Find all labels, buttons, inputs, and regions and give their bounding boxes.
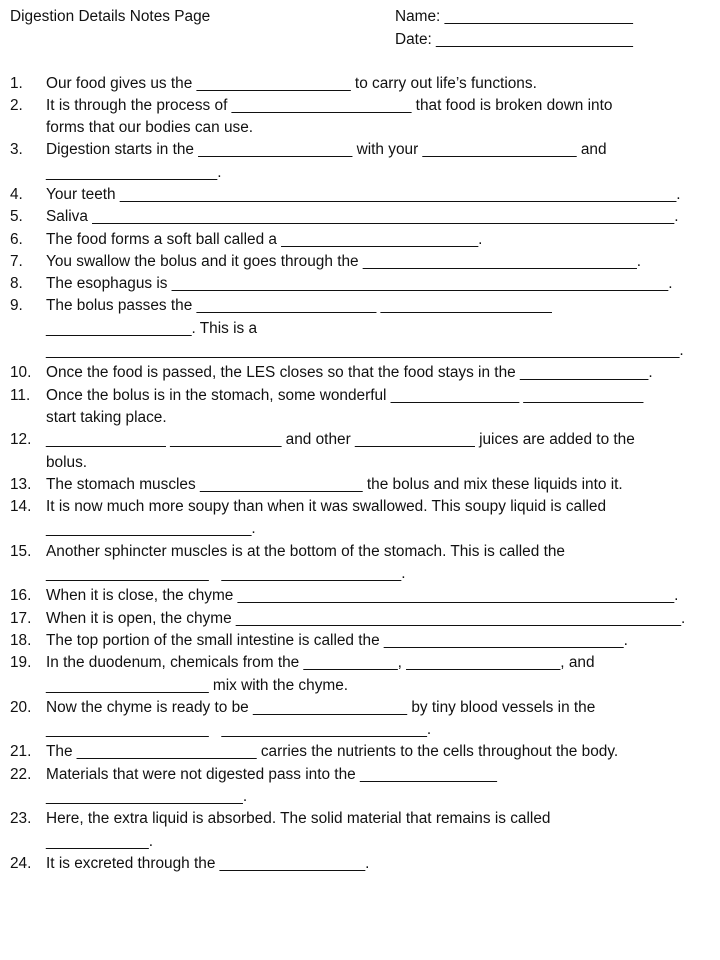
list-item xyxy=(0,139,720,184)
list-item xyxy=(0,630,720,652)
item-number: 20. xyxy=(10,698,32,716)
item-number: 22. xyxy=(10,765,32,783)
item-number: 11. xyxy=(10,386,31,404)
item-number: 19. xyxy=(10,654,32,672)
item-number: 14. xyxy=(10,498,32,516)
list-item xyxy=(0,808,720,853)
item-number: 3. xyxy=(10,141,23,159)
list-item xyxy=(0,385,720,430)
list-item xyxy=(0,362,720,384)
item-number: 7. xyxy=(10,252,23,270)
list-item xyxy=(0,764,720,809)
list-item xyxy=(0,608,720,630)
item-number: 5. xyxy=(10,208,23,226)
item-number: 16. xyxy=(10,587,32,605)
item-text[interactable]: The esophagus is __________________________________________________________. xyxy=(46,275,673,293)
item-text[interactable]: ______________ _____________ and other ______________ juices are added to the bolus. xyxy=(46,431,635,471)
list-item xyxy=(0,95,720,140)
item-number: 1. xyxy=(10,74,23,92)
item-text[interactable]: The food forms a soft ball called a _______________________. xyxy=(46,230,483,248)
item-text[interactable]: Once the bolus is in the stomach, some wonderful _______________ ______________ start taking place. xyxy=(46,386,644,426)
item-number: 4. xyxy=(10,185,23,203)
item-number: 2. xyxy=(10,96,23,114)
list-item xyxy=(0,251,720,273)
list-item xyxy=(0,295,720,362)
item-text[interactable]: When it is open, the chyme ____________________________________________________. xyxy=(46,609,686,627)
list-item xyxy=(0,206,720,228)
item-number: 12. xyxy=(10,431,32,449)
item-text[interactable]: Here, the extra liquid is absorbed. The solid material that remains is called ____________. xyxy=(46,810,551,850)
list-item xyxy=(0,652,720,697)
item-number: 21. xyxy=(10,743,32,761)
list-item xyxy=(0,853,720,875)
item-number: 18. xyxy=(10,631,32,649)
item-number: 9. xyxy=(10,297,23,315)
list-item xyxy=(0,229,720,251)
item-number: 15. xyxy=(10,542,32,560)
item-text[interactable]: It is through the process of _____________________ that food is broken down into forms that our bodies can use. xyxy=(46,96,613,137)
page-title: Digestion Details Notes Page xyxy=(10,8,211,25)
list-item xyxy=(0,585,720,607)
item-number: 10. xyxy=(10,364,32,382)
list-item xyxy=(0,741,720,763)
item-text[interactable]: It is now much more soupy than when it was swallowed. This soupy liquid is called ________________________. xyxy=(46,498,607,538)
item-text[interactable]: The bolus passes the _____________________ ____________________ _________________. This is a __________________________________________________________________________. xyxy=(46,297,684,360)
item-text[interactable]: The stomach muscles ___________________ the bolus and mix these liquids into it. xyxy=(46,475,623,493)
list-item xyxy=(0,429,720,474)
item-text[interactable]: Saliva ____________________________________________________________________. xyxy=(46,208,679,226)
list-item xyxy=(0,184,720,206)
item-number: 17. xyxy=(10,609,32,627)
list-item xyxy=(0,496,720,541)
item-number: 13. xyxy=(10,475,32,493)
item-text[interactable]: Another sphincter muscles is at the bottom of the stomach. This is called the ___________________ _____________________. xyxy=(46,542,565,583)
list-item xyxy=(0,697,720,742)
item-text[interactable]: You swallow the bolus and it goes through the ________________________________. xyxy=(46,252,642,270)
item-text[interactable]: The top portion of the small intestine is called the ____________________________. xyxy=(46,631,628,649)
list-item xyxy=(0,541,720,586)
name-field[interactable]: Name: ______________________ xyxy=(395,8,633,25)
item-text[interactable]: Digestion starts in the __________________ with your __________________ and ____________________. xyxy=(46,141,607,181)
item-text[interactable]: It is excreted through the _________________. xyxy=(46,854,370,872)
item-number: 23. xyxy=(10,810,32,828)
date-field[interactable]: Date: _______________________ xyxy=(395,30,633,48)
item-number: 8. xyxy=(10,275,23,293)
page-header xyxy=(10,6,710,52)
item-text[interactable]: In the duodenum, chemicals from the ___________, __________________, and ___________________ mix with the chyme. xyxy=(46,654,595,694)
question-list xyxy=(0,73,720,876)
item-text[interactable]: Materials that were not digested pass into the ________________ _______________________. xyxy=(46,765,497,805)
list-item xyxy=(0,273,720,295)
item-text[interactable]: The _____________________ carries the nutrients to the cells throughout the body. xyxy=(46,743,619,761)
item-number: 6. xyxy=(10,230,23,248)
item-number: 24. xyxy=(10,854,32,872)
list-item xyxy=(0,474,720,496)
item-text[interactable]: Your teeth _________________________________________________________________. xyxy=(46,185,681,203)
item-text[interactable]: Our food gives us the __________________ to carry out life’s functions. xyxy=(46,74,537,92)
item-text[interactable]: When it is close, the chyme ___________________________________________________. xyxy=(46,587,679,605)
name-date-block xyxy=(395,6,633,51)
item-text[interactable]: Once the food is passed, the LES closes so that the food stays in the _______________. xyxy=(46,364,653,382)
item-text[interactable]: Now the chyme is ready to be __________________ by tiny blood vessels in the ___________________ ________________________. xyxy=(46,698,596,739)
list-item xyxy=(0,73,720,95)
